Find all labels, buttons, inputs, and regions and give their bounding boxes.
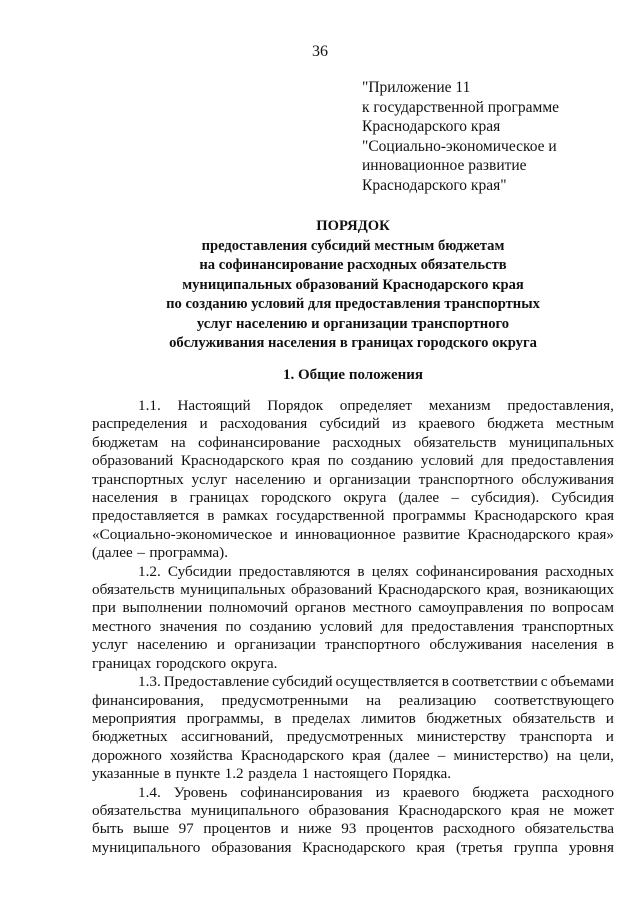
paragraph-line: указанные в пункте 1.2 раздела 1 настоящего Порядка. [92,765,452,783]
appendix-line: инновационное развитие [362,157,527,175]
paragraph-line: при выполнении полномочий органов местного самоуправления по вопросам [92,599,614,617]
paragraph-line: бюджетных ассигнований, предусмотренных министерству транспорта и [92,728,614,746]
appendix-line: Краснодарского края" [362,176,507,194]
appendix-line: "Социально-экономическое и [362,137,557,155]
page-number: 36 [312,43,328,60]
paragraph-line: 1.4. Уровень софинансирования из краевого бюджета расходного [138,783,614,801]
paragraph-line: финансирования, предусмотренными на реализацию соответствующего [92,691,614,709]
paragraph-line: муниципального образования Краснодарского края (третья группа уровня [92,838,614,856]
paragraph-line: 1.2. Субсидии предоставляются в целях софинансирования расходных [138,562,614,580]
paragraph-line: населения в границах городского округа (далее – субсидия). Субсидия [92,489,614,507]
paragraph-line: предоставляется в рамках государственной программы Краснодарского края [92,507,614,525]
appendix-line: "Приложение 11 [362,79,471,96]
document-title-block [92,217,614,354]
paragraph-line: (далее – программа). [92,544,229,562]
paragraph-line: распределения и расходования субсидий из краевого бюджета местным [92,415,614,433]
document-subtitle-line: на софинансирование расходных обязательств [199,257,507,273]
section-heading: 1. Общие положения [282,367,424,383]
paragraph-line: мероприятия программы, в пределах лимитов бюджетных обязательств и [92,709,614,727]
paragraph-line: обязательства муниципального образования Краснодарского края не может [92,801,614,819]
paragraph-line: обязательств муниципальных образований Краснодарского края, возникающих [92,581,614,599]
document-body [92,397,614,857]
paragraph-line: услуг населению и организации транспортного обслуживания населения в [92,636,614,654]
paragraph-line: 1.1. Настоящий Порядок определяет механизм предоставления, [138,397,614,414]
document-subtitle-line: предоставления субсидий местным бюджетам [201,237,505,254]
document-subtitle-line: обслуживания населения в границах городского округа [169,335,537,351]
appendix-line: к государственной программе [362,98,560,116]
paragraph-line: «Социально-экономическое и инновационное развитие Краснодарского края» [92,525,614,543]
paragraph [92,563,614,673]
paragraph-line: образований Краснодарского края по созданию условий для предоставления [92,452,614,470]
document-subtitle-line: муниципальных образований Краснодарского края [182,276,524,293]
appendix-line: Краснодарского края [362,118,501,136]
paragraph [92,397,614,563]
paragraph-line: местного значения по созданию условий для предоставления транспортных [92,617,614,635]
appendix-note [362,78,559,196]
document-title: ПОРЯДОК [316,218,390,234]
paragraph-line: границах городского округа. [92,654,278,672]
document-subtitle-line: услуг населению и организации транспортного [196,315,510,332]
paragraph [92,784,614,858]
paragraph-line: дорожного хозяйства Краснодарского края (далее – министерство) на цели, [92,746,614,764]
paragraph-line: бюджетам на софинансирование расходных обязательств муниципальных [92,433,614,451]
document-subtitle-line: по созданию условий для предоставления транспортных [166,296,540,312]
paragraph-line: 1.3. Предоставление субсидий осуществляется в соответствии с объемами [138,673,614,691]
paragraph [92,673,614,783]
paragraph-line: транспортных услуг населению и организации транспортного обслуживания [92,470,614,488]
paragraph-line: быть выше 97 процентов и ниже 93 процентов расходного обязательства [92,820,614,838]
